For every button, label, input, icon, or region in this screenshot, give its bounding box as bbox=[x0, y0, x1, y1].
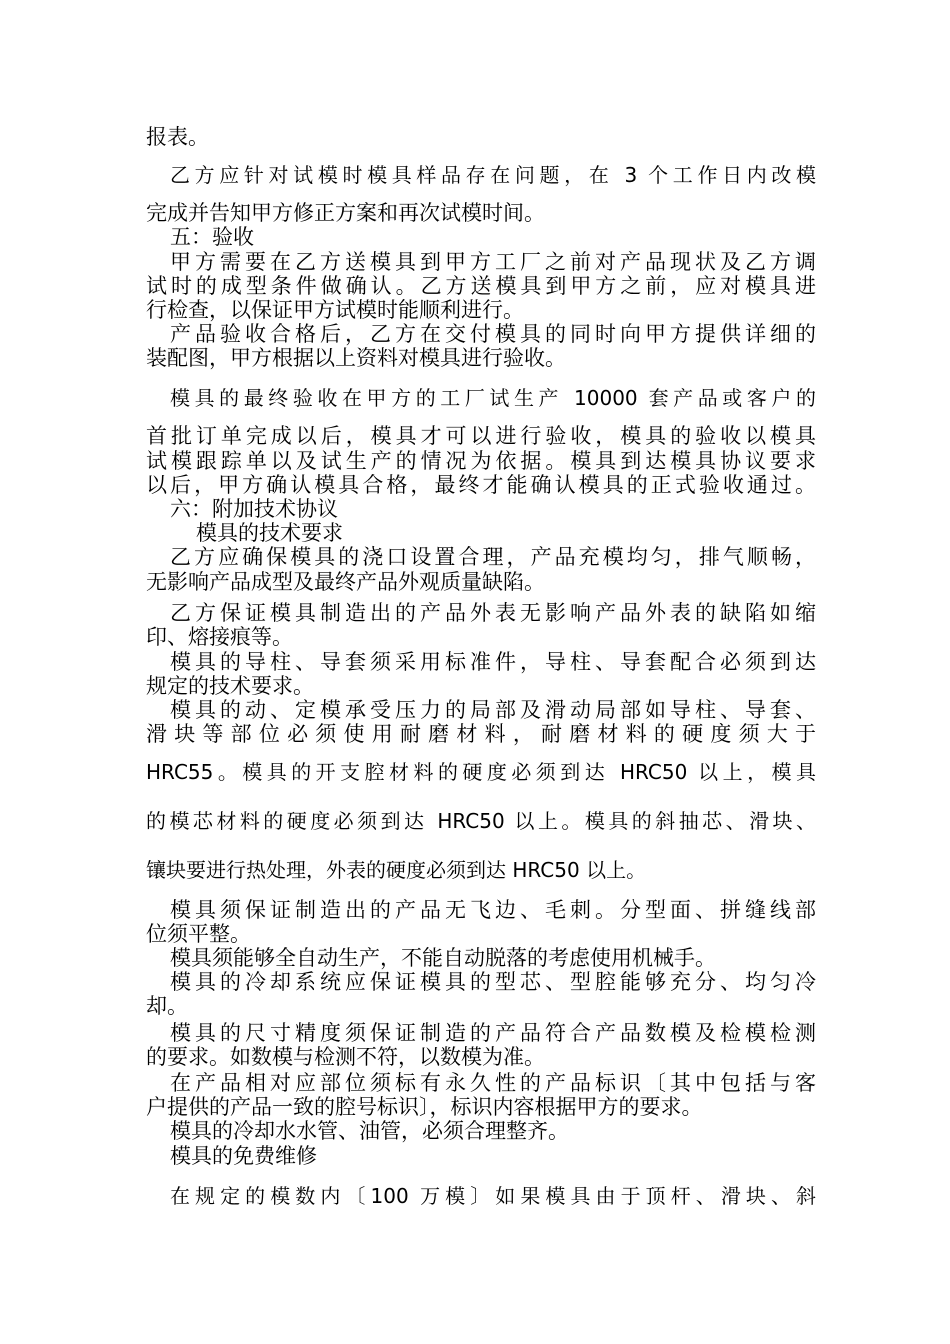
text-line: 镶块要进行热处理，外表的硬度必须到达 HRC50 以上。 bbox=[146, 858, 647, 882]
text-line: 模具的动、定模承受压力的局部及滑动局部如导柱、导套、 bbox=[170, 698, 816, 722]
section-heading-technical: 六：附加技术协议 bbox=[170, 497, 338, 521]
text-line: 模具的冷却系统应保证模具的型芯、型腔能够充分、均匀冷 bbox=[170, 970, 816, 994]
text-line: 规定的技术要求。 bbox=[146, 674, 314, 698]
text-line: 行检查，以保证甲方试模时能顺利进行。 bbox=[146, 298, 524, 322]
text-line: 乙方应确保模具的浇口设置合理，产品充模均匀，排气顺畅， bbox=[170, 545, 816, 569]
text-line: 模具须能够全自动生产，不能自动脱落的考虑使用机械手。 bbox=[170, 946, 716, 970]
text-line: 滑块等部位必须使用耐磨材料，耐磨材料的硬度须大于 bbox=[146, 722, 816, 746]
text-line: 以后，甲方确认模具合格，最终才能确认模具的正式验收通过。 bbox=[146, 473, 816, 497]
subsection-heading: 模具的免费维修 bbox=[170, 1144, 317, 1168]
subsection-heading: 模具的技术要求 bbox=[196, 521, 343, 545]
text-line: 报表。 bbox=[146, 125, 209, 149]
text-line: 模具须保证制造出的产品无飞边、毛刺。分型面、拼缝线部 bbox=[170, 898, 816, 922]
text-line: 印、熔接痕等。 bbox=[146, 625, 293, 649]
text-line: 在产品相对应部位须标有永久性的产品标识〔其中包括与客 bbox=[170, 1071, 816, 1095]
text-line: 模具的冷却水水管、油管，必须合理整齐。 bbox=[170, 1119, 569, 1143]
text-line: 试模跟踪单以及试生产的情况为依据。模具到达模具协议要求 bbox=[146, 449, 816, 473]
text-line: 首批订单完成以后，模具才可以进行验收，模具的验收以模具 bbox=[146, 424, 816, 448]
text-line: HRC55。模具的开支腔材料的硬度必须到达 HRC50 以上，模具 bbox=[146, 760, 816, 784]
text-line: 的模芯材料的硬度必须到达 HRC50 以上。模具的斜抽芯、滑块、 bbox=[146, 809, 816, 833]
text-line: 乙方保证模具制造出的产品外表无影响产品外表的缺陷如缩 bbox=[170, 601, 816, 625]
text-line: 模具的导柱、导套须采用标准件，导柱、导套配合必须到达 bbox=[170, 650, 816, 674]
text-line: 模具的尺寸精度须保证制造的产品符合产品数模及检模检测 bbox=[170, 1021, 816, 1045]
text-line: 产品验收合格后，乙方在交付模具的同时向甲方提供详细的 bbox=[170, 322, 816, 346]
section-heading-acceptance: 五：验收 bbox=[170, 225, 254, 249]
text-line: 甲方需要在乙方送模具到甲方工厂之前对产品现状及乙方调 bbox=[170, 250, 816, 274]
text-line: 却。 bbox=[146, 994, 188, 1018]
text-line: 模具的最终验收在甲方的工厂试生产 10000 套产品或客户的 bbox=[170, 386, 816, 410]
text-line: 乙方应针对试模时模具样品存在问题，在 3 个工作日内改模 bbox=[170, 163, 816, 187]
text-line: 户提供的产品一致的腔号标识〕，标识内容根据甲方的要求。 bbox=[146, 1095, 703, 1119]
text-line: 装配图，甲方根据以上资料对模具进行验收。 bbox=[146, 346, 566, 370]
text-line: 的要求。如数模与检测不符，以数模为准。 bbox=[146, 1045, 545, 1069]
text-line: 无影响产品成型及最终产品外观质量缺陷。 bbox=[146, 570, 545, 594]
text-line: 在规定的模数内〔100 万模〕如果模具由于顶杆、滑块、斜 bbox=[170, 1184, 816, 1208]
text-line: 试时的成型条件做确认。乙方送模具到甲方之前，应对模具进 bbox=[146, 274, 816, 298]
text-line: 完成并告知甲方修正方案和再次试模时间。 bbox=[146, 201, 545, 225]
text-line: 位须平整。 bbox=[146, 922, 251, 946]
